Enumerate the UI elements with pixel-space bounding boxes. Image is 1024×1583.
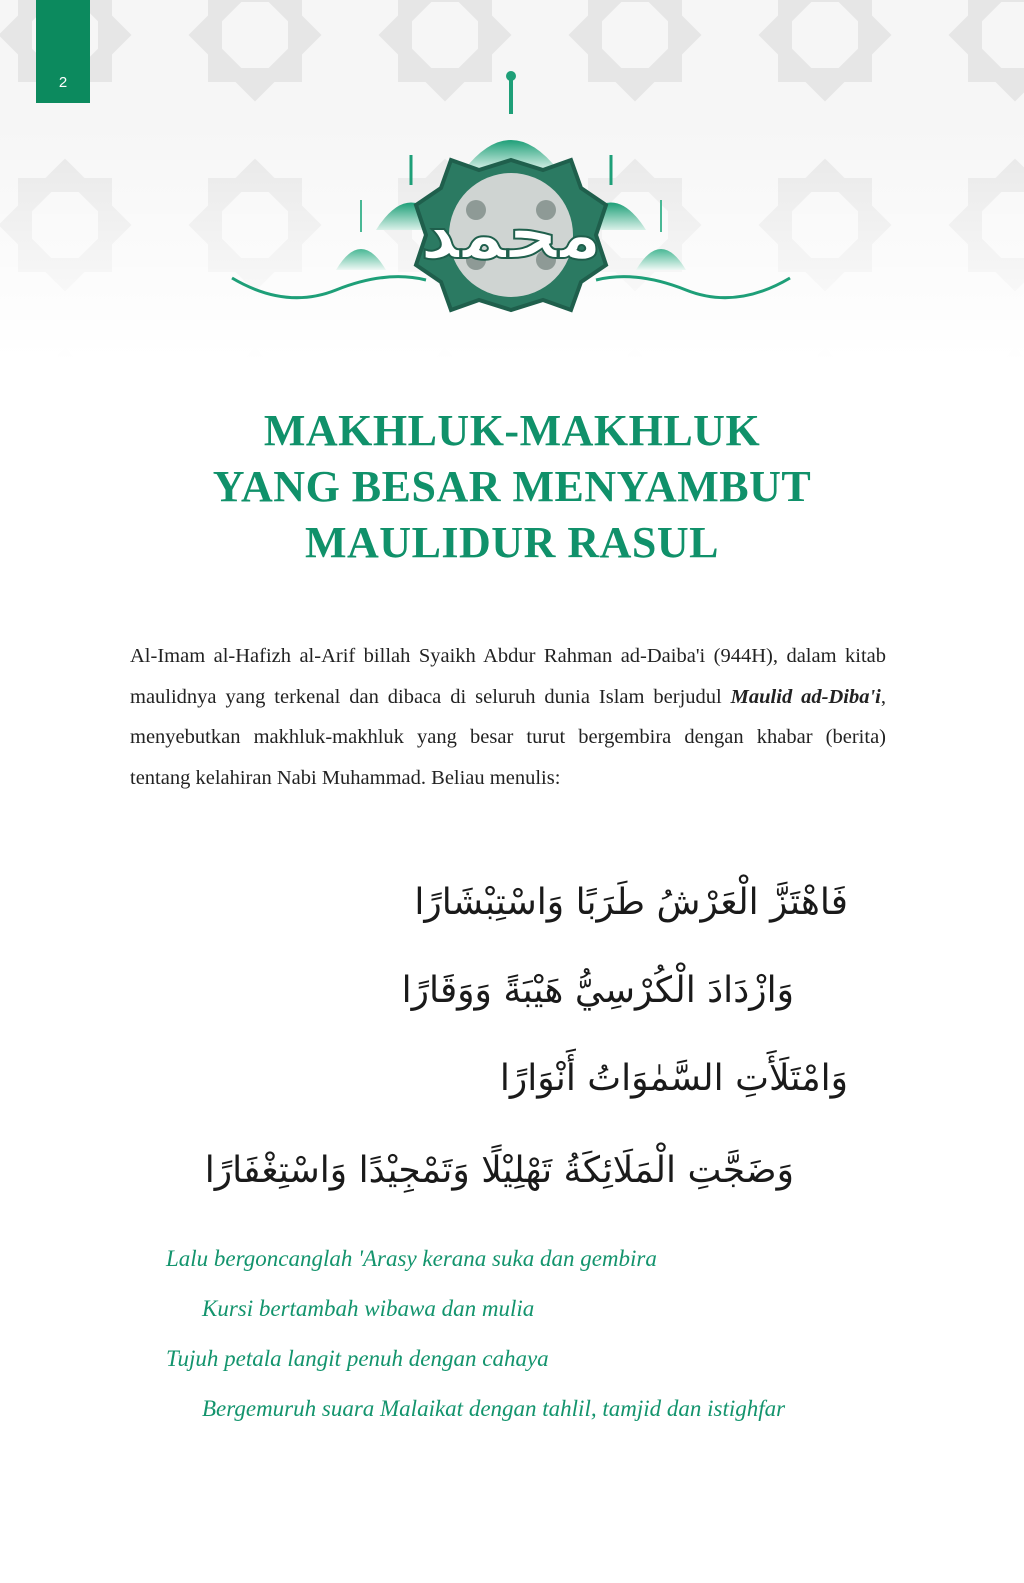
title-line-3: MAULIDUR RASUL — [304, 518, 720, 567]
calligraphy-text: محمد — [420, 193, 602, 275]
translation-line-3: Tujuh petala langit penuh dengan cahaya — [166, 1346, 549, 1371]
arabic-verse-2: وَازْدَادَ الْكُرْسِيُّ هَيْبَةً وَوَقَارًا — [401, 970, 794, 1011]
book-title: Maulid ad-Diba'i — [730, 685, 881, 708]
translation-line-2: Kursi bertambah wibawa dan mulia — [202, 1296, 535, 1321]
translation-line-4: Bergemuruh suara Malaikat dengan tahlil, tamjid dan istighfar — [202, 1396, 786, 1421]
page-number: 2 — [58, 74, 68, 91]
intro-paragraph — [130, 636, 886, 798]
title-line-1: MAKHLUK-MAKHLUK — [263, 406, 761, 455]
translation-line-1: Lalu bergoncanglah 'Arasy kerana suka dan gembira — [166, 1246, 657, 1271]
arabic-verse-3: وَامْتَلَأَتِ السَّمٰوَاتُ أَنْوَارًا — [499, 1058, 848, 1099]
title-line-2: YANG BESAR MENYAMBUT — [212, 462, 812, 511]
arabic-verse-1: فَاهْتَزَّ الْعَرْشُ طَرَبًا وَاسْتِبْشَارًا — [414, 882, 848, 923]
page-number-tab — [36, 0, 90, 103]
mosque-emblem — [226, 60, 796, 380]
intro-text-before: Al-Imam al-Hafizh al-Arif billah Syaikh Abdur Rahman ad-Daiba'i (944H), dalam kitab maulidnya yang terkenal dan dibaca di seluruh dunia Islam berjudul — [130, 645, 886, 708]
muhammad-calligraphy-medallion — [416, 160, 606, 310]
page-title — [100, 403, 924, 571]
intro-text-after: , menyebutkan makhluk-makhluk yang besar turut bergembira dengan khabar (berita) tentang kelahiran Nabi Muhammad. Beliau menulis: — [130, 685, 886, 789]
arabic-verse-4: وَضَجَّتِ الْمَلَائِكَةُ تَهْلِيْلًا وَتَمْجِيْدًا وَاسْتِغْفَارًا — [204, 1150, 794, 1191]
